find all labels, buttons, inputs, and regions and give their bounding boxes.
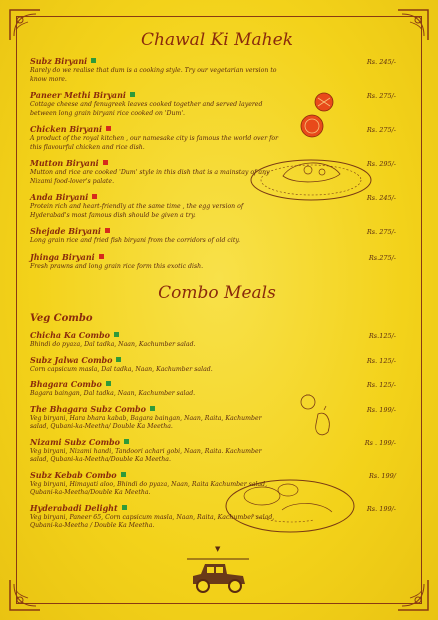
menu-item-header [30,470,404,481]
menu-item [30,252,404,272]
menu-item [30,124,404,152]
menu-item-price: Rs. 245/- [366,58,396,66]
menu-item-header [30,355,404,366]
veg-indicator-icon [114,332,119,337]
menu-item [30,503,404,531]
veg-indicator-icon [106,381,111,386]
menu-item-description: Mutton and rice are cooked 'Dum' style in this dish that is a mainstay of any Nizami food-lover's palate. [30,169,270,185]
menu-item [30,404,404,432]
menu-item-description: Long grain rice and fried fish biryani from the corridors of old city. [30,237,240,244]
menu-item-description: Veg biryani, Himayati aloo, Bhindi do pyaza, Naan, Raita Kachumber salad, Qubani-ka-Meetha/Double Ka Meetha. [30,480,268,496]
menu-item [30,437,404,465]
menu-item-name: Paneer Methi Biryani [30,90,126,100]
menu-item-description: Bagara baingan, Dal tadka, Naan, Kachumber salad. [30,390,196,397]
veg-indicator-icon [124,439,129,444]
menu-item-price: Rs. 199/- [366,504,396,513]
menu-item-header [30,437,404,448]
menu-item-header [30,404,404,415]
veg-indicator-icon [121,472,126,477]
menu-item-price: Rs . 199/- [364,438,396,447]
nonveg-indicator-icon [105,228,110,233]
menu-item [30,379,404,399]
menu-item [30,56,404,84]
down-arrow-icon: ▼ [215,545,221,553]
menu-item-description: Corn capsicum masla, Dal tadka, Naan, Kachumber salad. [30,365,213,373]
menu-item-description: Veg biryani, Nizami handi, Tandoori achari gobi, Naan, Raita. Kachumber salad, Qubani-ka-Meetha/Double Ka Meetha. [30,447,262,463]
menu-item-description: Veg biryani, Hara bhara kabab, Bagara baingan, Naan, Raita, Kachumber salad, Qubani-ka-Meetha/ Double Ka Meetha. [30,414,262,430]
veg-indicator-icon [150,406,155,411]
section-title-text: Chawal Ki Mahek [140,30,293,50]
menu-item-header [30,379,404,390]
menu-item-description: Bhindi do pyaza, Dal tadka, Naan, Kachumber salad. [30,341,196,348]
vintage-car-icon [187,556,249,596]
menu-item-description: Fresh prawns and long grain rice form this exotic dish. [30,262,204,270]
section-title-combo [30,281,404,305]
menu-item-name: Bhagara Combo [30,379,102,389]
menu-item-price: Rs. 125/- [366,356,396,365]
menu-item-price: Rs. 125/- [366,381,396,389]
nonveg-indicator-icon [99,254,104,259]
menu-item-price: Rs.125/- [368,332,396,340]
menu-item-description: Protein rich and heart-friendly at the same time , the egg version of Hyderabad's most famous dish should be given a try. [30,203,244,219]
menu-item-price: Rs. 199/ [369,471,396,480]
section-title-chawal [30,28,404,52]
corner-ornament-icon [8,578,42,612]
menu-item-description: Rarely do we realise that dum is a cooking style. Try our vegetarian version to know more. [30,67,277,83]
menu-item-name: Shejade Biryani [30,226,101,236]
menu-item-name: Hyderabadi Delight [30,502,118,513]
nonveg-indicator-icon [106,126,111,131]
menu-item-header [30,56,404,67]
menu-item-description: Cottage cheese and fenugreek leaves cooked together and served layered between long grain biryani rice cooked on 'Dum'. [30,101,263,117]
menu-item-name: The Bhagara Subz Combo [30,403,146,414]
veg-indicator-icon [130,92,135,97]
menu-item-description: Veg biryani, Paneer 65, Corn capsicum masla, Naan, Raita, Kachumber salad, Qubani-ka-Meetha / Double Ka Meetha. [30,513,275,529]
menu-item-header [30,90,404,101]
menu-item-name: Subz Kebab Combo [30,469,117,480]
menu-item-name: Chicken Biryani [30,124,103,134]
nonveg-indicator-icon [103,160,108,165]
menu-item-name: Jhinga Biryani [30,251,95,262]
veg-indicator-icon [122,505,127,510]
menu-item-header [30,226,404,237]
menu-item-header [30,158,404,169]
menu-item [30,470,404,498]
menu-item-price: Rs. 295/- [366,160,396,168]
menu-item-price: Rs. 275/- [366,92,396,100]
combo-list [30,330,404,531]
menu-item-name: Subz Jalwa Combo [30,354,113,365]
menu-item [30,158,404,186]
menu-item-price: Rs.275/- [368,253,396,262]
menu-item-name: Mutton Biryani [30,158,99,168]
menu-item-name: Subz Biryani [30,56,88,66]
menu-item-price: Rs. 275/- [366,126,396,134]
menu-item [30,330,404,350]
veg-indicator-icon [91,58,96,63]
menu-item [30,226,404,246]
veg-combo-heading: Veg Combo [30,313,93,324]
menu-item-price: Rs. 275/- [366,228,396,236]
nonveg-indicator-icon [92,194,97,199]
menu-item-price: Rs. 199/- [366,405,396,414]
menu-item-header [30,252,404,263]
menu-item-name: Anda Biryani [30,192,89,202]
menu-item-description: A product of the royal kitchen , our namesake city is famous the world over for this flavourful chicken and rice dish. [30,135,279,151]
menu-item-price: Rs. 245/- [366,194,396,202]
menu-item [30,192,404,220]
section-title-text: Combo Meals [158,283,276,303]
menu-item-header [30,330,404,341]
menu-item-header [30,192,404,203]
menu-item-header [30,503,404,514]
menu-item-name: Nizami Subz Combo [30,436,120,447]
menu-item [30,90,404,118]
menu-item [30,355,404,375]
menu-item-name: Chicha Ka Combo [30,330,110,340]
corner-ornament-icon [396,578,430,612]
menu-item-header [30,124,404,135]
biryani-list [30,56,404,271]
veg-indicator-icon [116,357,121,362]
